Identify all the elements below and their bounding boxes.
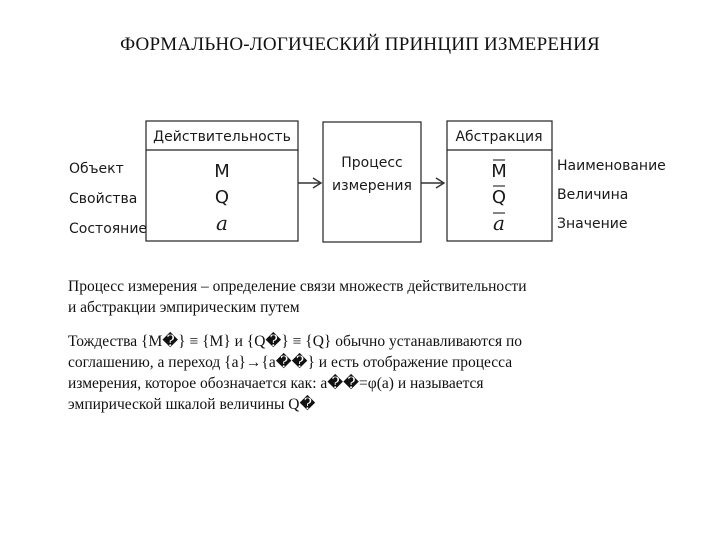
paragraph-line: Процесс измерения – определение связи множеств действительности: [68, 278, 527, 295]
paragraph-definition: [68, 276, 668, 318]
right-label-value: Значение: [557, 216, 628, 232]
abstraction-symbol-a: a: [493, 211, 505, 235]
reality-symbol-m: M: [214, 161, 230, 182]
reality-symbol-a: a: [216, 211, 228, 235]
abstraction-symbol-q: Q: [491, 187, 507, 208]
process-box-line2: измерения: [332, 178, 412, 194]
paragraph-identities: [68, 331, 668, 415]
process-box-line1: Процесс: [341, 155, 403, 171]
paragraph-line: соглашению, а переход {a}→{a��} и есть отображение процесса: [68, 354, 513, 371]
left-label-state: Состояние: [69, 221, 148, 237]
paragraph-line: эмпирической шкалой величины Q�: [68, 396, 316, 413]
right-label-quantity: Величина: [557, 187, 629, 203]
right-label-name: Наименование: [557, 158, 666, 174]
reality-box-title: Действительность: [153, 129, 291, 145]
page-title: ФОРМАЛЬНО-ЛОГИЧЕСКИЙ ПРИНЦИП ИЗМЕРЕНИЯ: [120, 34, 600, 55]
paragraph-line: и абстракции эмпирическим путем: [68, 299, 300, 316]
abstraction-box-title: Абстракция: [455, 129, 543, 145]
left-label-object: Объект: [69, 161, 124, 177]
measurement-diagram: [0, 0, 720, 260]
paragraph-line: Тождества {M�} ≡ {M} и {Q�} ≡ {Q} обычно устанавливаются по: [68, 333, 523, 350]
abstraction-symbol-m: M: [491, 161, 507, 182]
reality-symbol-q: Q: [214, 187, 230, 208]
paragraph-line: измерения, которое обозначается как: a��=φ(a) и называется: [68, 375, 484, 392]
left-label-properties: Свойства: [69, 191, 138, 207]
